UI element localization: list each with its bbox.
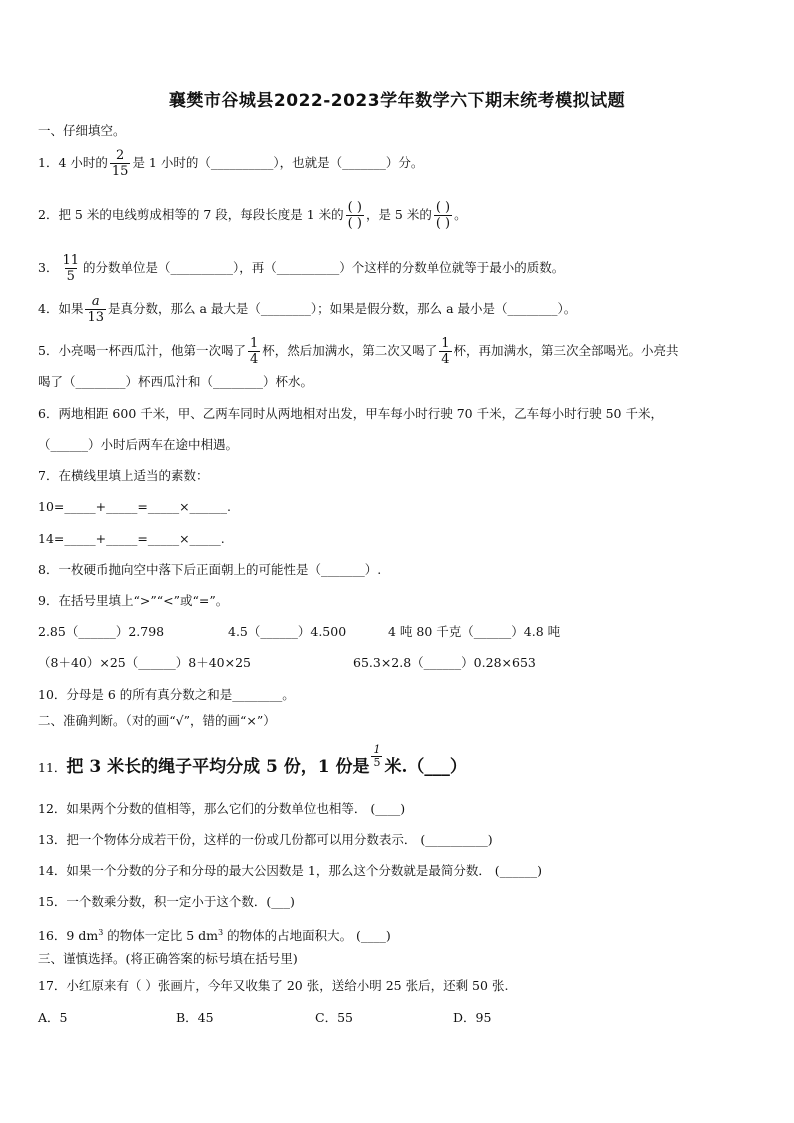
question-1 [38,148,423,179]
superscript: 3 [218,928,224,937]
compare-item: （8＋40）×25（______）8＋40×25 [38,655,251,670]
fraction: $\frac{11}{5}$ [62,253,79,284]
question-9: 9．在括号里填上“>”“<”或“=”。 [38,593,229,608]
superscript: 3 [98,928,104,937]
page-title: 襄樊市谷城县2022-2023学年数学六下期末统考模拟试题 [168,91,626,111]
question-text: 的物体一定比 5 dm [103,928,219,944]
question-5-cont: 喝了（________）杯西瓜汁和（________）杯水。 [38,374,314,389]
question-16 [38,924,391,945]
section-heading-fill-in: 一、仔细填空。 [38,123,126,138]
fraction: $\frac{2}{15}$ [111,148,129,179]
question-text: 的分数单位是（__________），再（__________）个这样的分数单位就等于最小的质数。 [83,260,565,275]
question-10: 10．分母是 6 的所有真分数之和是________。 [38,687,295,702]
fraction: $\frac{1}{4}$ [441,336,450,367]
fraction: $\frac{1}{4}$ [249,336,259,367]
question-7-row-1: 10=_____+_____=_____×______. [38,499,232,514]
question-17: 17．小红原来有（ ）张画片，今年又收集了 20 张，送给小明 25 张后，还剩 50 张. [38,978,509,993]
question-7-row-2: 14=_____+_____=_____×_____. [38,531,225,546]
question-3 [38,253,564,284]
question-text: 是真分数，那么 a 最大是（________）；如果是假分数，那么 a 最小是（________）。 [108,301,577,316]
question-15: 15．一个数乘分数，积一定小于这个数．(___) [38,894,295,909]
question-number: 3． [38,260,59,275]
question-text: ，是 5 米的 [365,207,432,222]
compare-item: 4 吨 80 千克（______）4.8 吨 [388,624,561,639]
question-6-cont: （______）小时后两车在途中相遇。 [38,437,239,452]
option-d: D．95 [453,1010,492,1025]
punctuation: 。 [454,207,467,222]
fraction: $\frac{a}{13}$ [87,294,104,325]
question-5 [38,336,679,367]
fraction-blank: $\frac{( )}{( )}$ [347,200,362,231]
option-b: B．45 [176,1010,214,1025]
compare-item: 2.85（______）2.798 [38,624,165,639]
question-6: 6．两地相距 600 千米，甲、乙两车同时从两地相对出发，甲车每小时行驶 70 千米，乙车每小时行驶 50 千米， [38,406,663,421]
question-11 [38,743,467,781]
fraction-blank: $\frac{( )}{( )}$ [435,200,451,231]
compare-item: 4.5（______）4.500 [228,624,347,639]
question-text: 的物体的占地面积大。 (____) [223,928,391,944]
question-text: 米.（___） [384,757,467,777]
question-text: 是 1 小时的（__________），也就是（_______）分。 [132,155,424,170]
question-text: 4．如果 [38,301,84,316]
question-7: 7．在横线里填上适当的素数： [38,468,209,483]
section-heading-choice: 三、谨慎选择。(将正确答案的标号填在括号里) [38,951,298,966]
question-8: 8．一枚硬币抛向空中落下后正面朝上的可能性是（_______）. [38,562,382,577]
question-14: 14．如果一个分数的分子和分母的最大公因数是 1，那么这个分数就是最简分数． (______) [38,863,543,878]
question-13: 13．把一个物体分成若干份，这样的一份或几份都可以用分数表示． (__________) [38,832,493,847]
question-text: 杯，然后加满水，第二次又喝了 [262,343,438,358]
compare-item: 65.3×2.8（______）0.28×653 [353,655,536,670]
question-text: 16．9 dm [38,928,99,944]
question-12: 12．如果两个分数的值相等，那么它们的分数单位也相等． (____) [38,801,406,816]
question-4 [38,294,576,325]
question-text: 杯，再加满水，第三次全部喝光。小亮共 [453,343,679,358]
option-a: A．5 [38,1010,68,1025]
question-text: 2．把 5 米的电线剪成相等的 7 段，每段长度是 1 米的 [38,207,344,222]
question-number: 11． [38,760,67,775]
question-text: 把 3 米长的绳子平均分成 5 份，1 份是 [66,757,370,777]
question-text: 1．4 小时的 [38,155,108,170]
section-heading-judge: 二、准确判断。（对的画“√”，错的画“×”） [38,713,276,728]
option-c: C．55 [315,1010,353,1025]
question-text: 5．小亮喝一杯西瓜汁，他第一次喝了 [38,343,246,358]
fraction: $\frac{1}{5}$ [373,743,381,769]
question-2 [38,200,467,231]
